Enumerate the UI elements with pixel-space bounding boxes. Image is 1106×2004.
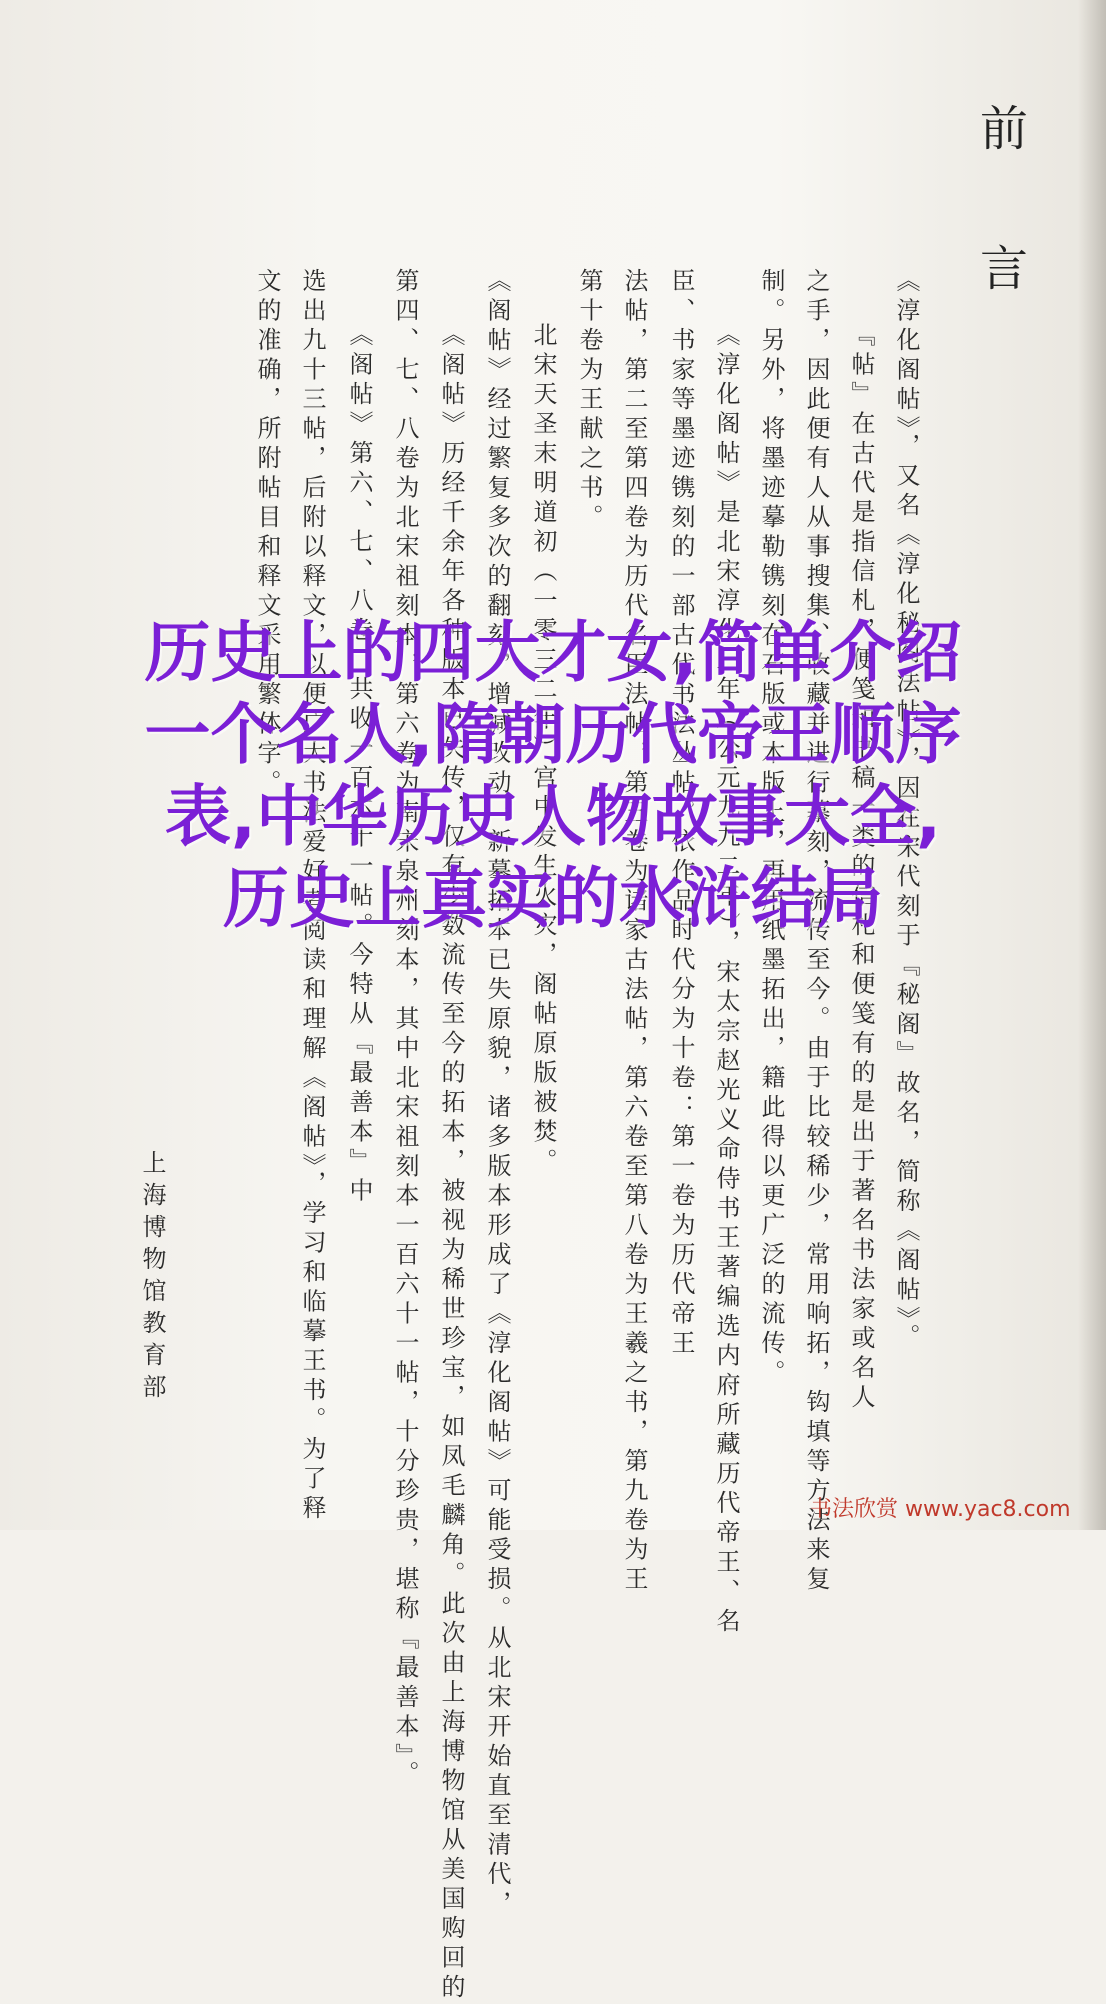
overlay-title-line-4: 历史上真实的水浒结局 — [223, 860, 883, 937]
site-watermark: 书法欣赏 www.yac8.com — [810, 1497, 1071, 1522]
body-column-11: 《阁帖》历经千余年各种版本已失传，仅有少数流传至今的拓本，被视为稀世珍宝，如凤毛麟角。此次由上海博物馆从美国购回的 — [437, 322, 465, 2004]
body-column-10: 《阁帖》经过繁复多次的翻刻，增减改动，新摹拓本已失原貌，诸多版本形成了《淳化阁帖》可能受损。从北宋开始直至清代， — [483, 268, 511, 1920]
body-column-1: 《淳化阁帖》，又名《淳化秘阁法帖》，因在宋代刻于『秘阁』故名，简称《阁帖》。 — [892, 268, 920, 1353]
body-column-14: 选出九十三帖，后附以释文，以便广大书法爱好者阅读和理解《阁帖》，学习和临摹王书。为了释 — [298, 268, 326, 1525]
heading-char-qian: 前 — [979, 101, 1028, 157]
body-column-13: 《阁帖》第六、七、八卷，共收一百六十一帖。今特从『最善本』中 — [345, 322, 373, 1207]
body-column-4: 制。另外，将墨迹摹勒镌刻在石版或木版上，再用纸墨拓出，籍此得以更广泛的流传。 — [757, 268, 785, 1389]
body-column-12: 第四、七、八卷为北宋祖刻本，第六卷为南宋泉州刻本，其中北宋祖刻本一百六十一帖，十分珍贵，堪称『最善本』。 — [391, 268, 419, 1790]
body-column-8: 第十卷为王献之书。 — [575, 268, 603, 534]
overlay-title-line-1: 历史上的四大才女,简单介绍 — [144, 614, 962, 691]
body-column-7: 法帖，第二至第四卷为历代名臣法帖，第五卷为诸家古法帖，第六卷至第八卷为王羲之书，第九卷为王 — [620, 268, 648, 1596]
body-column-3: 之手，因此便有人从事搜集、收藏并进行摹刻，流传至今。由于比较稀少，常用响拓，钩填等方法来复 — [802, 268, 830, 1596]
overlay-title-line-2: 一个名人,隋朝历代帝王顺序 — [144, 696, 962, 773]
body-column-15: 文的准确，所附帖目和释文采用繁体字。 — [253, 268, 281, 799]
overlay-title-line-3: 表,中华历史人物故事大全, — [164, 778, 942, 855]
body-column-6: 臣、书家等墨迹镌刻的一部古代书法丛帖。依作品时代分为十卷：第一卷为历代帝王 — [667, 268, 695, 1360]
body-column-2: 『帖』在古代是指信札，便笺和书稿一类的信札和便笺有的是出于著名书法家或名人 — [847, 322, 875, 1414]
body-column-5: 《淳化阁帖》是北宋淳化三年（公元九九二年），宋太宗赵光义命侍书王著编选内府所藏历代帝王、名 — [712, 322, 740, 1638]
heading-char-yan: 言 — [979, 241, 1028, 297]
body-column-9: 北宋天圣末明道初（一零三二年）宫中发生火灾，阁帖原版被焚。 — [529, 322, 557, 1178]
signature-column: 上海博物馆教育部 — [138, 1150, 166, 1406]
